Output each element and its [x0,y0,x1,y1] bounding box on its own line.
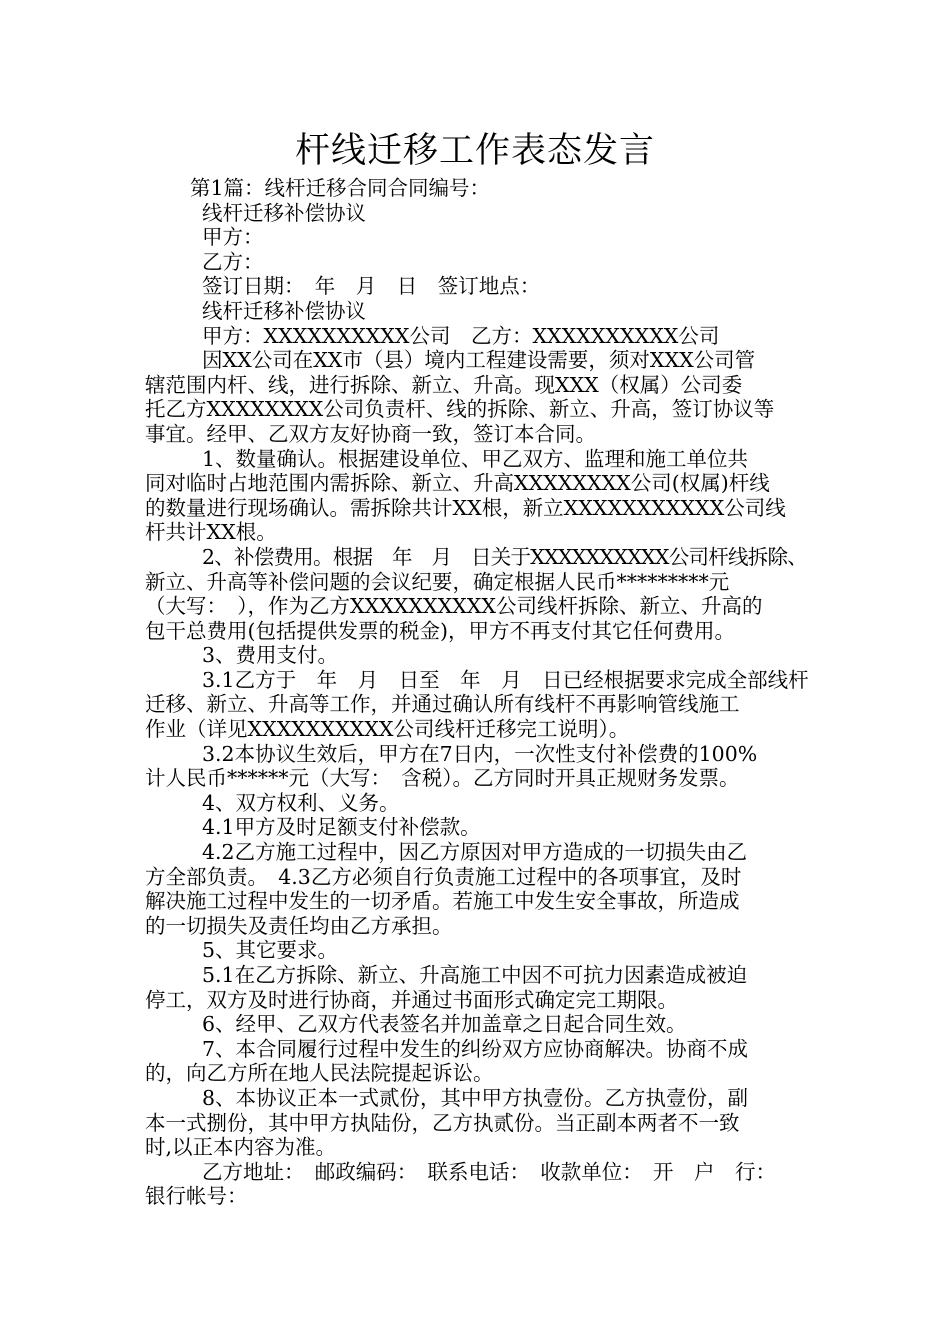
document-line: 作业（详见XXXXXXXXXX公司线杆迁移完工说明）。 [145,717,630,742]
document-line: 1、数量确认。根据建设单位、甲乙双方、监理和施工单位共 [202,446,749,471]
document-line: 6、经甲、乙双方代表签名并加盖章之日起合同生效。 [202,1012,687,1037]
document-line: 停工，双方及时进行协商，并通过书面形式确定完工期限。 [145,987,678,1012]
document-line: 5、其它要求。 [202,938,339,963]
document-line: 3、费用支付。 [202,643,339,668]
document-line: 时,以正本内容为准。 [145,1135,337,1160]
document-line: 事宜。经甲、乙双方友好协商一致，签订本合同。 [145,421,596,446]
document-line: 4.2乙方施工过程中，因乙方原因对甲方造成的一切损失由乙 [202,840,748,865]
document-line: 5.1在乙方拆除、新立、升高施工中因不可抗力因素造成被迫 [202,963,748,987]
document-line: 的，向乙方所在地人民法院提起诉讼。 [145,1061,494,1086]
document-line: 辖范围内杆、线，进行拆除、新立、升高。现XXX（权属）公司委 [145,372,743,397]
document-line: 包干总费用(包括提供发票的税金)，甲方不再支付其它任何费用。 [145,618,735,643]
document-line: 8、本协议正本一式贰份，其中甲方执壹份。乙方执壹份，副 [202,1085,749,1110]
document-line: 乙方： [202,249,264,274]
document-line: 3.1乙方于 年 月 日至 年 月 日已经根据要求完成全部线杆 [202,667,809,692]
document-line: 7、本合同履行过程中发生的纠纷双方应协商解决。协商不成 [202,1036,749,1061]
document-line: 本一式捌份，其中甲方执陆份，乙方执贰份。当正副本两者不一致 [145,1110,740,1135]
document-line: （大写： ），作为乙方XXXXXXXXXX公司线杆拆除、新立、升高的 [145,594,763,619]
document-body [145,176,809,1209]
document-line: 因XX公司在XX市（县）境内工程建设需要，须对XXX公司管 [202,348,756,373]
document-line: 的一切损失及责任均由乙方承担。 [145,913,453,938]
document-line: 线杆迁移补偿协议 [202,298,366,323]
document-line: 3.2本协议生效后，甲方在7日内，一次性支付补偿费的100% [202,741,758,766]
document-line: 计人民币******元（大写： 含税）。乙方同时开具正规财务发票。 [145,766,740,791]
document-line: 甲方： [202,225,264,250]
document-title: 杆线迁移工作表态发言 [294,131,655,171]
document-line: 4.1甲方及时足额支付补偿款。 [202,815,481,840]
document-line: 的数量进行现场确认。需拆除共计XX根，新立XXXXXXXXXXX公司线 [145,495,786,520]
document-line: 第1篇：线杆迁移合同合同编号： [190,176,491,200]
document-line: 签订日期： 年 月 日 签订地点： [202,274,541,299]
document-line: 迁移、新立、升高等工作，并通过确认所有线杆不再影响管线施工 [145,692,740,717]
document-line: 4、双方权利、义务。 [202,790,400,815]
document-line: 甲方：XXXXXXXXXX公司 乙方：XXXXXXXXXX公司 [202,323,720,348]
document-line: 同对临时占地范围内需拆除、新立、升高XXXXXXXX公司(权属)杆线 [145,471,770,496]
document-line: 新立、升高等补偿问题的会议纪要，确定根据人民币*********元 [145,569,730,594]
document-line: 方全部负责。 4.3乙方必须自行负责施工过程中的各项事宜，及时 [145,864,742,889]
document-line: 银行帐号： [145,1184,248,1209]
document-line: 线杆迁移补偿协议 [202,200,366,225]
document-line: 乙方地址： 邮政编码： 联系电话： 收款单位： 开 户 行： [202,1159,776,1184]
document-line: 解决施工过程中发生的一切矛盾。若施工中发生安全事故，所造成 [145,889,740,914]
document-line: 杆共计XX根。 [145,520,277,545]
document-line: 2、补偿费用。根据 年 月 日关于XXXXXXXXXX公司杆线拆除、 [202,544,807,569]
document-line: 托乙方XXXXXXXX公司负责杆、线的拆除、新立、升高，签订协议等 [145,397,775,422]
